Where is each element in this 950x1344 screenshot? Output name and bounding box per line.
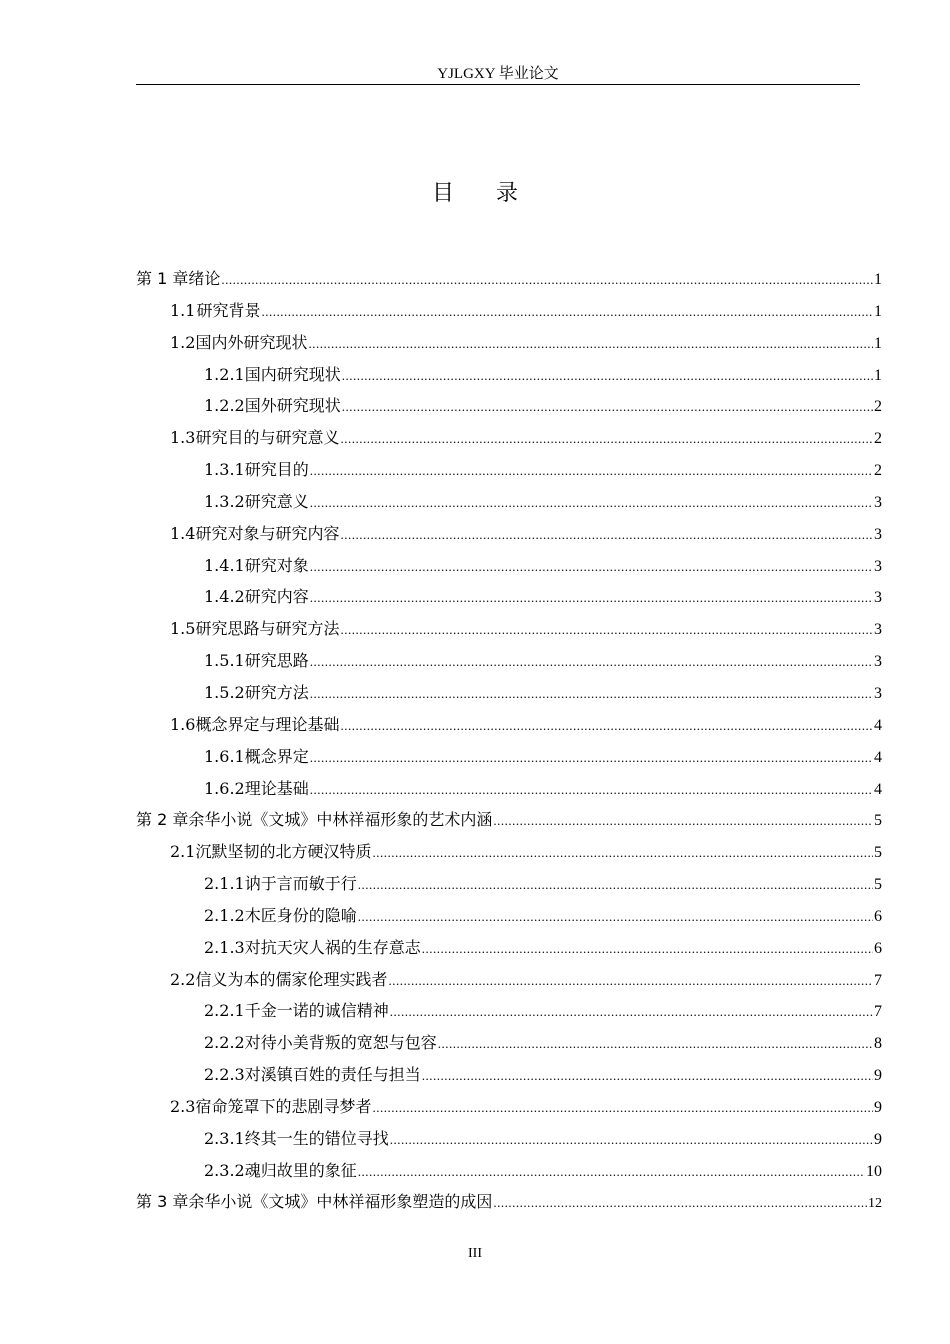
- toc-entry-title: 研究内容: [244, 587, 309, 607]
- toc-entry-number: 1.1: [170, 300, 196, 320]
- toc-entry-page: 1: [874, 366, 882, 384]
- toc-leader-dots: [308, 328, 873, 360]
- toc-entry-title: 木匠身份的隐喻: [244, 905, 357, 925]
- toc-entry-number: 2.3.2: [204, 1160, 245, 1180]
- toc-entry-number: 2.2.3: [204, 1065, 245, 1085]
- toc-leader-dots: [358, 901, 873, 933]
- toc-entry[interactable]: [136, 1091, 882, 1123]
- toc-entry-page: 9: [874, 1067, 882, 1085]
- header-rule: [136, 84, 860, 85]
- toc-leader-dots: [310, 646, 873, 678]
- toc-entry-number: 2.2.2: [204, 1033, 245, 1053]
- toc-entry-page: 6: [874, 907, 882, 925]
- toc-leader-dots: [493, 805, 873, 837]
- toc-entry-title: 魂归故里的象征: [244, 1160, 357, 1180]
- toc-entry-number: 1.6.2: [204, 778, 245, 798]
- toc-entry-title: 千金一诺的诚信精神: [244, 1001, 389, 1021]
- toc-entry-page: 3: [874, 621, 882, 639]
- toc-leader-dots: [372, 837, 873, 869]
- toc-entry-number: 1.3: [170, 428, 196, 448]
- toc-entry-number: 1.5: [170, 619, 196, 639]
- toc-entry-number: 1.2.1: [204, 364, 245, 384]
- toc-entry-title: 国内研究现状: [244, 364, 341, 384]
- toc-entry-page: 2: [874, 462, 882, 480]
- toc-entry[interactable]: [136, 295, 882, 327]
- toc-title: 目录: [431, 181, 560, 206]
- toc-entry-number: 第 2 章: [136, 810, 189, 830]
- toc-entry-page: 2: [874, 398, 882, 416]
- toc-entry[interactable]: [136, 1186, 882, 1218]
- toc-entry-page: 2: [874, 430, 882, 448]
- toc-entry[interactable]: [136, 645, 882, 677]
- toc-entry-page: 10: [866, 1162, 882, 1180]
- toc-leader-dots: [342, 391, 873, 423]
- page-header: YJLGXY 毕业论文: [437, 66, 559, 82]
- toc-entry[interactable]: [136, 995, 882, 1027]
- toc-entry-title: 研究意义: [244, 491, 309, 511]
- toc-entry[interactable]: [136, 773, 882, 805]
- toc-entry-title: 研究目的: [244, 460, 309, 480]
- toc-entry-number: 1.2.2: [204, 396, 245, 416]
- toc-entry-title: 研究目的与研究意义: [195, 428, 340, 448]
- toc-entry-number: 2.1: [170, 842, 196, 862]
- toc-leader-dots: [422, 933, 873, 965]
- toc-leader-dots: [310, 582, 873, 614]
- toc-entry-page: 1: [874, 302, 882, 320]
- toc-entry[interactable]: [136, 327, 882, 359]
- toc-entry-page: 4: [874, 748, 882, 766]
- toc-entry-title: 研究思路与研究方法: [195, 619, 340, 639]
- toc-leader-dots: [340, 710, 873, 742]
- toc-leader-dots: [358, 1156, 865, 1188]
- toc-entry-title: 国外研究现状: [244, 396, 341, 416]
- toc-entry-number: 1.5.1: [204, 651, 245, 671]
- toc-entry-title: 研究方法: [244, 682, 309, 702]
- toc-entry-number: 1.4.2: [204, 587, 245, 607]
- toc-leader-dots: [493, 1187, 867, 1219]
- toc-leader-dots: [221, 264, 873, 296]
- toc-entry-page: 5: [874, 812, 882, 830]
- toc-entry-page: 3: [874, 589, 882, 607]
- toc-entry-title: 绪论: [188, 269, 221, 288]
- toc-entry-title: 终其一生的错位寻找: [244, 1128, 389, 1148]
- toc-entry[interactable]: [136, 1155, 882, 1187]
- toc-leader-dots: [310, 487, 873, 519]
- toc-entry-title: 对待小美背叛的宽恕与包容: [244, 1033, 437, 1053]
- toc-entry-page: 3: [874, 525, 882, 543]
- toc-entry-title: 对溪镇百姓的责任与担当: [244, 1065, 421, 1085]
- toc-leader-dots: [310, 455, 873, 487]
- toc-entry[interactable]: [136, 518, 882, 550]
- toc-entry-title: 研究思路: [244, 651, 309, 671]
- toc-entry[interactable]: [136, 709, 882, 741]
- toc-entry-page: 3: [874, 493, 882, 511]
- toc-entry[interactable]: [136, 390, 882, 422]
- toc-entry-number: 第 3 章: [136, 1192, 189, 1212]
- toc-leader-dots: [340, 519, 873, 551]
- toc-entry-page: 3: [874, 684, 882, 702]
- toc-entry[interactable]: [136, 359, 882, 391]
- toc-entry[interactable]: [136, 486, 882, 518]
- toc-entry-title: 理论基础: [244, 778, 309, 798]
- toc-entry-number: 1.5.2: [204, 682, 245, 702]
- toc-entry[interactable]: [136, 836, 882, 868]
- toc-entry[interactable]: [136, 422, 882, 454]
- page-number: III: [468, 1246, 482, 1261]
- toc-entry[interactable]: [136, 964, 882, 996]
- toc-leader-dots: [422, 1060, 873, 1092]
- toc-entry-page: 4: [874, 780, 882, 798]
- toc-entry-number: 第 1 章: [136, 269, 189, 288]
- toc-entry[interactable]: [136, 868, 882, 900]
- toc-leader-dots: [310, 678, 873, 710]
- toc-leader-dots: [438, 1028, 873, 1060]
- toc-entry-number: 1.4.1: [204, 555, 245, 575]
- toc-entry-page: 9: [874, 1098, 882, 1116]
- toc-entry-page: 5: [874, 876, 882, 894]
- toc-entry-title: 信义为本的儒家伦理实践者: [195, 969, 388, 989]
- toc-entry[interactable]: [136, 1059, 882, 1091]
- toc-entry[interactable]: [136, 741, 882, 773]
- toc-entry-page: 12: [868, 1196, 882, 1212]
- toc-entry-page: 5: [874, 844, 882, 862]
- toc-leader-dots: [390, 1124, 873, 1156]
- toc-entry[interactable]: [136, 1027, 882, 1059]
- toc-entry-number: 1.3.2: [204, 491, 245, 511]
- toc-leader-dots: [372, 1092, 873, 1124]
- toc-entry-title: 研究对象: [244, 555, 309, 575]
- toc-entry-title: 概念界定与理论基础: [195, 714, 340, 734]
- toc-leader-dots: [340, 423, 873, 455]
- toc-entry-number: 2.1.2: [204, 905, 245, 925]
- toc-entry-page: 6: [874, 939, 882, 957]
- toc-entry-number: 2.2: [170, 969, 196, 989]
- toc-entry[interactable]: [136, 581, 882, 613]
- toc-entry-page: 3: [874, 653, 882, 671]
- toc-entry-title: 研究对象与研究内容: [195, 523, 340, 543]
- toc-entry-number: 1.2: [170, 332, 196, 352]
- toc-leader-dots: [388, 965, 873, 997]
- toc-entry-page: 9: [874, 1130, 882, 1148]
- toc-entry-title: 研究背景: [196, 300, 261, 320]
- toc-leader-dots: [358, 869, 873, 901]
- toc-entry[interactable]: [136, 263, 882, 295]
- toc-entry[interactable]: [136, 677, 882, 709]
- toc-entry-title: 沉默坚韧的北方硬汉特质: [195, 842, 372, 862]
- toc-entry-page: 7: [874, 1003, 882, 1021]
- toc-entry[interactable]: [136, 932, 882, 964]
- toc-entry-number: 2.1.3: [204, 937, 245, 957]
- toc-leader-dots: [390, 996, 873, 1028]
- toc-entry-number: 2.3: [170, 1096, 196, 1116]
- toc-entry-number: 1.6.1: [204, 746, 245, 766]
- toc-entry-number: 1.4: [170, 523, 196, 543]
- toc-entry-title: 讷于言而敏于行: [244, 874, 357, 894]
- toc-leader-dots: [342, 360, 873, 392]
- toc-entry[interactable]: [136, 1123, 882, 1155]
- toc-entry-number: 2.2.1: [204, 1001, 245, 1021]
- toc-entry-title: 余华小说《文城》中林祥福形象塑造的成因: [188, 1192, 493, 1212]
- toc-entry-title: 对抗天灾人祸的生存意志: [244, 937, 421, 957]
- toc-entry[interactable]: [136, 613, 882, 645]
- toc-entry-page: 3: [874, 557, 882, 575]
- toc-entry-number: 1.6: [170, 714, 196, 734]
- toc-entry-number: 2.1.1: [204, 874, 245, 894]
- toc-entry-page: 7: [874, 971, 882, 989]
- table-of-contents: [136, 263, 882, 1218]
- toc-leader-dots: [310, 774, 873, 806]
- toc-entry-title: 国内外研究现状: [195, 332, 308, 352]
- toc-entry-page: 1: [874, 334, 882, 352]
- toc-entry[interactable]: [136, 804, 882, 836]
- toc-leader-dots: [310, 742, 873, 774]
- toc-entry-page: 8: [874, 1035, 882, 1053]
- toc-entry-title: 宿命笼罩下的悲剧寻梦者: [195, 1096, 372, 1116]
- toc-entry[interactable]: [136, 454, 882, 486]
- toc-entry[interactable]: [136, 900, 882, 932]
- toc-leader-dots: [310, 551, 873, 583]
- toc-entry[interactable]: [136, 550, 882, 582]
- toc-leader-dots: [340, 614, 873, 646]
- toc-entry-page: 1: [874, 271, 882, 288]
- toc-entry-number: 1.3.1: [204, 460, 245, 480]
- toc-leader-dots: [261, 296, 873, 328]
- toc-entry-title: 余华小说《文城》中林祥福形象的艺术内涵: [188, 810, 493, 830]
- toc-entry-number: 2.3.1: [204, 1128, 245, 1148]
- toc-entry-page: 4: [874, 716, 882, 734]
- toc-entry-title: 概念界定: [244, 746, 309, 766]
